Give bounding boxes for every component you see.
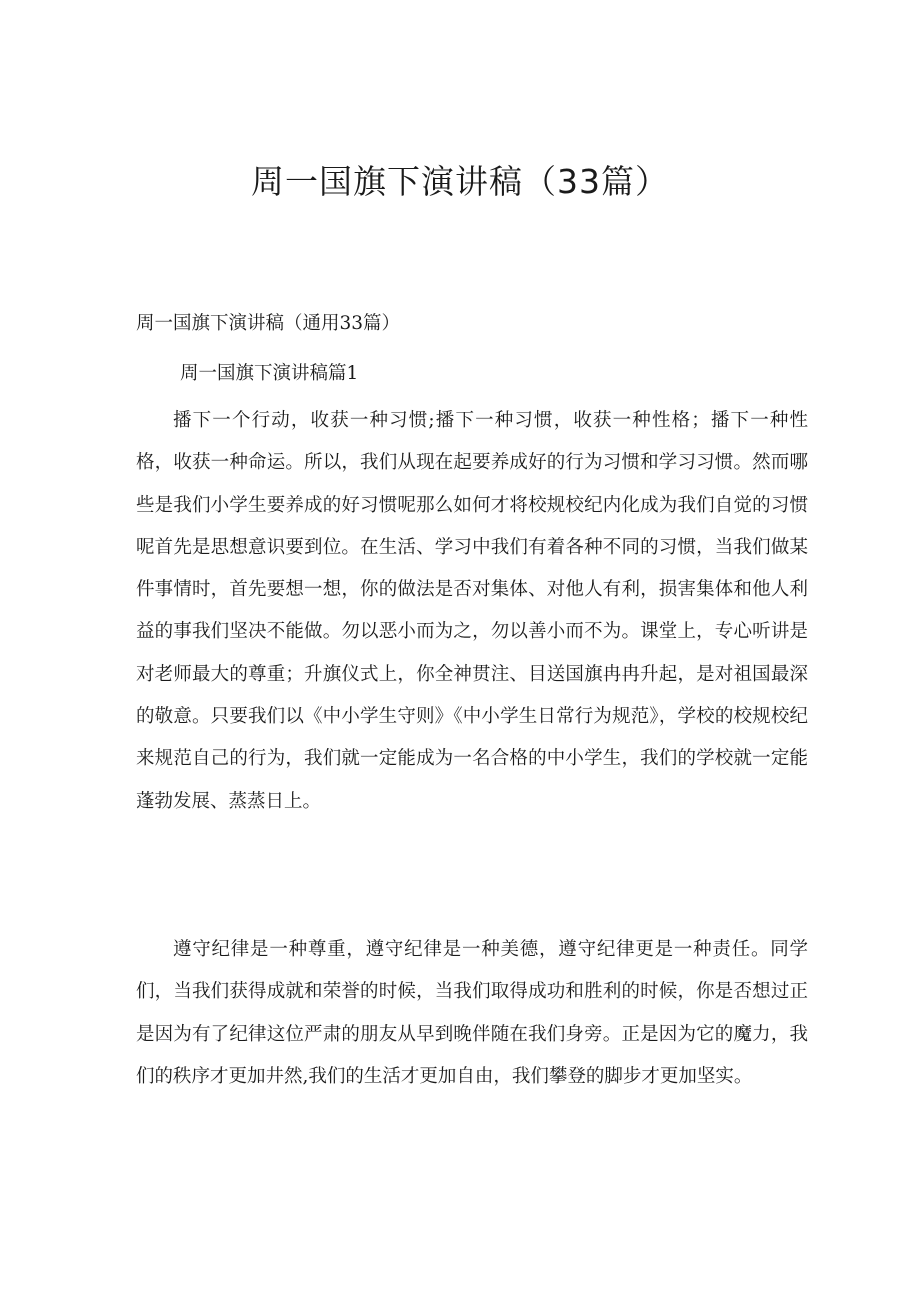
- body-paragraph: 遵守纪律是一种尊重，遵守纪律是一种美德，遵守纪律更是一种责任。同学们，当我们获得成就和荣誉的时候，当我们取得成功和胜利的时候，你是否想过正是因为有了纪律这位严肃的朋友从早到晚伴随在我们身旁。正是因为它的魔力，我们的秩序才更加井然,我们的生活才更加自由，我们攀登的脚步才更加坚实。: [136, 939, 808, 1087]
- body-paragraph: 播下一个行动，收获一种习惯;播下一种习惯，收获一种性格；播下一种性格，收获一种命运。所以，我们从现在起要养成好的行为习惯和学习习惯。然而哪些是我们小学生要养成的好习惯呢那么如何才将校规校纪内化成为我们自觉的习惯呢首先是思想意识要到位。在生活、学习中我们有着各种不同的习惯，当我们做某件事情时，首先要想一想，你的做法是否对集体、对他人有利，损害集体和他人利益的事我们坚决不能做。勿以恶小而为之，勿以善小而不为。课堂上，专心听讲是对老师最大的尊重；升旗仪式上，你全神贯注、目送国旗冉冉升起，是对祖国最深的敬意。只要我们以《中小学生守则》《中小学生日常行为规范》，学校的校规校纪来规范自己的行为，我们就一定能成为一名合格的中小学生，我们的学校就一定能蓬勃发展、蒸蒸日上。: [136, 410, 808, 812]
- document-title: 周一国旗下演讲稿（33篇）: [251, 162, 669, 201]
- document-subtitle: 周一国旗下演讲稿（通用33篇）: [136, 313, 401, 334]
- section-heading: 周一国旗下演讲稿篇1: [180, 363, 359, 384]
